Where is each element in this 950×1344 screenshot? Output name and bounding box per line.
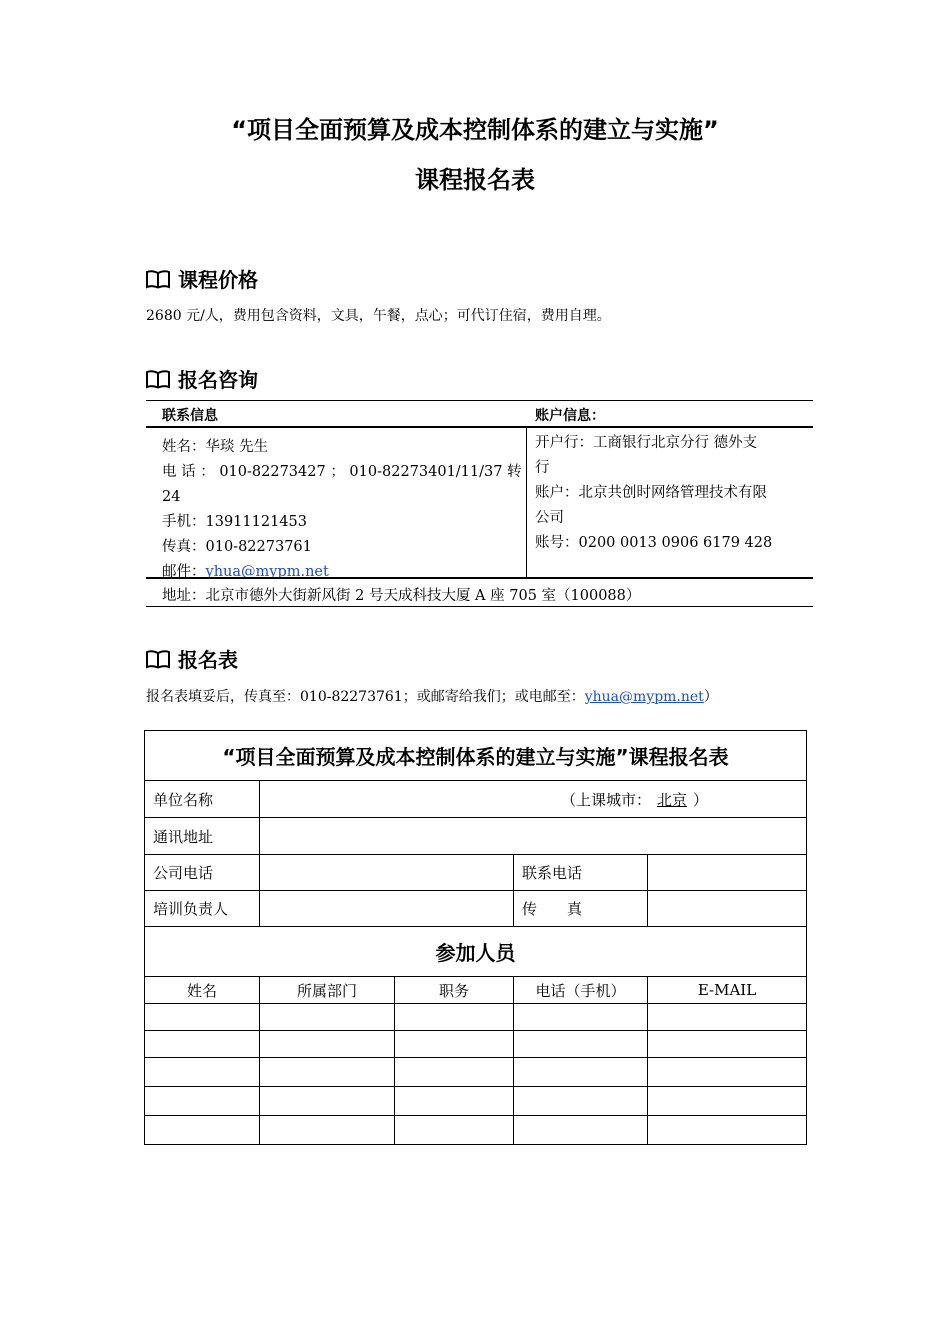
participant-cell[interactable] [145, 1004, 260, 1031]
contact-email-row [162, 560, 524, 585]
contact-info [162, 435, 524, 585]
account-number: 账号：0200 0013 0906 6179 428 [535, 535, 773, 551]
column-divider [526, 428, 527, 579]
contact-name: 姓名：华琰 先生 [162, 439, 269, 455]
participant-cell[interactable] [514, 1116, 648, 1145]
col-name: 姓名 [145, 977, 260, 1004]
section-signup-title: 报名表 [178, 648, 238, 672]
contact-email-link[interactable]: yhua@mypm.net [205, 564, 329, 580]
address-divider [146, 577, 813, 579]
book-icon [146, 369, 170, 389]
participant-cell[interactable] [145, 1087, 260, 1116]
participant-cell[interactable] [648, 1004, 807, 1031]
training-lead-label: 培训负责人 [145, 891, 260, 927]
unit-name-label: 单位名称 [145, 781, 260, 818]
contact-phone-field[interactable] [648, 855, 807, 891]
participant-cell[interactable] [260, 1058, 395, 1087]
col-department: 所属部门 [260, 977, 395, 1004]
company-phone-field[interactable] [260, 855, 514, 891]
consult-table [146, 400, 813, 607]
participant-cell[interactable] [514, 1004, 648, 1031]
participant-row [145, 1058, 807, 1087]
participant-cell[interactable] [260, 1031, 395, 1058]
form-title: “项目全面预算及成本控制体系的建立与实施”课程报名表 [145, 731, 807, 781]
document-title-line1: “项目全面预算及成本控制体系的建立与实施” [231, 116, 719, 144]
participant-cell[interactable] [648, 1031, 807, 1058]
col-position: 职务 [395, 977, 514, 1004]
section-price-heading [146, 264, 258, 293]
signup-instruction [146, 686, 718, 706]
address-label: 通讯地址 [145, 818, 260, 855]
participant-cell[interactable] [395, 1116, 514, 1145]
participants-heading: 参加人员 [145, 927, 807, 977]
instruction-email-link[interactable]: yhua@mypm.net [584, 689, 704, 705]
fax-label: 传 真 [514, 891, 648, 927]
participant-cell[interactable] [514, 1031, 648, 1058]
participant-cell[interactable] [395, 1058, 514, 1087]
instruction-text: 报名表填妥后，传真至：010-82273761；或邮寄给我们；或电邮至： [146, 689, 585, 705]
participant-row [145, 1087, 807, 1116]
participant-cell[interactable] [260, 1004, 395, 1031]
book-icon [146, 649, 170, 669]
col-phone: 电话（手机） [514, 977, 648, 1004]
participant-cell[interactable] [395, 1087, 514, 1116]
participant-cell[interactable] [260, 1116, 395, 1145]
company-phone-label: 公司电话 [145, 855, 260, 891]
class-city: （上课城市： 北京 ） [560, 790, 708, 809]
instruction-suffix: ） [703, 689, 718, 705]
contact-phone: 电 话 ： 010-82273427 ； 010-82273401/11/37 转 [162, 464, 522, 480]
participant-row [145, 1031, 807, 1058]
participant-row [145, 1004, 807, 1031]
address-text: 地址：北京市德外大街新风街 2 号天成科技大厦 A 座 705 室（100088） [162, 588, 641, 604]
price-text: 2680 元/人，费用包含资料，文具，午餐，点心；可代订住宿，费用自理。 [146, 308, 611, 324]
bank-line2: 行 [535, 460, 550, 476]
participant-cell[interactable] [514, 1087, 648, 1116]
email-label: 邮件： [162, 564, 206, 580]
contact-phone-label: 联系电话 [514, 855, 648, 891]
participant-cell[interactable] [145, 1058, 260, 1087]
account-line2: 公司 [535, 510, 564, 526]
participant-row [145, 1116, 807, 1145]
participant-cell[interactable] [648, 1058, 807, 1087]
book-icon [146, 269, 170, 289]
fax-field[interactable] [648, 891, 807, 927]
participant-cell[interactable] [648, 1116, 807, 1145]
participant-cell[interactable] [145, 1031, 260, 1058]
participant-cell[interactable] [395, 1004, 514, 1031]
account-info-header: 账户信息： [535, 408, 605, 424]
training-lead-field[interactable] [260, 891, 514, 927]
registration-form [144, 730, 807, 1145]
participant-cell[interactable] [514, 1058, 648, 1087]
consult-header [146, 401, 813, 428]
contact-phone-ext: 24 [162, 489, 181, 505]
class-city-value: 北京 [656, 790, 687, 809]
contact-fax: 传真：010-82273761 [162, 539, 312, 555]
contact-info-header: 联系信息 [162, 408, 218, 424]
section-consult-heading [146, 364, 258, 393]
participant-cell[interactable] [648, 1087, 807, 1116]
account-line1: 账户：北京共创时网络管理技术有限 [535, 485, 767, 501]
section-price-title: 课程价格 [178, 268, 258, 292]
contact-mobile: 手机：13911121453 [162, 514, 307, 530]
section-consult-title: 报名咨询 [178, 368, 258, 392]
participant-cell[interactable] [260, 1087, 395, 1116]
address-field[interactable] [260, 818, 807, 855]
participant-cell[interactable] [395, 1031, 514, 1058]
document-title-line2: 课程报名表 [415, 166, 535, 194]
participant-cell[interactable] [145, 1116, 260, 1145]
bank-line1: 开户行：工商银行北京分行 德外支 [535, 435, 758, 451]
unit-name-field[interactable] [260, 781, 807, 818]
account-info [535, 431, 805, 556]
col-email: E-MAIL [648, 977, 807, 1004]
section-signup-heading [146, 644, 238, 673]
